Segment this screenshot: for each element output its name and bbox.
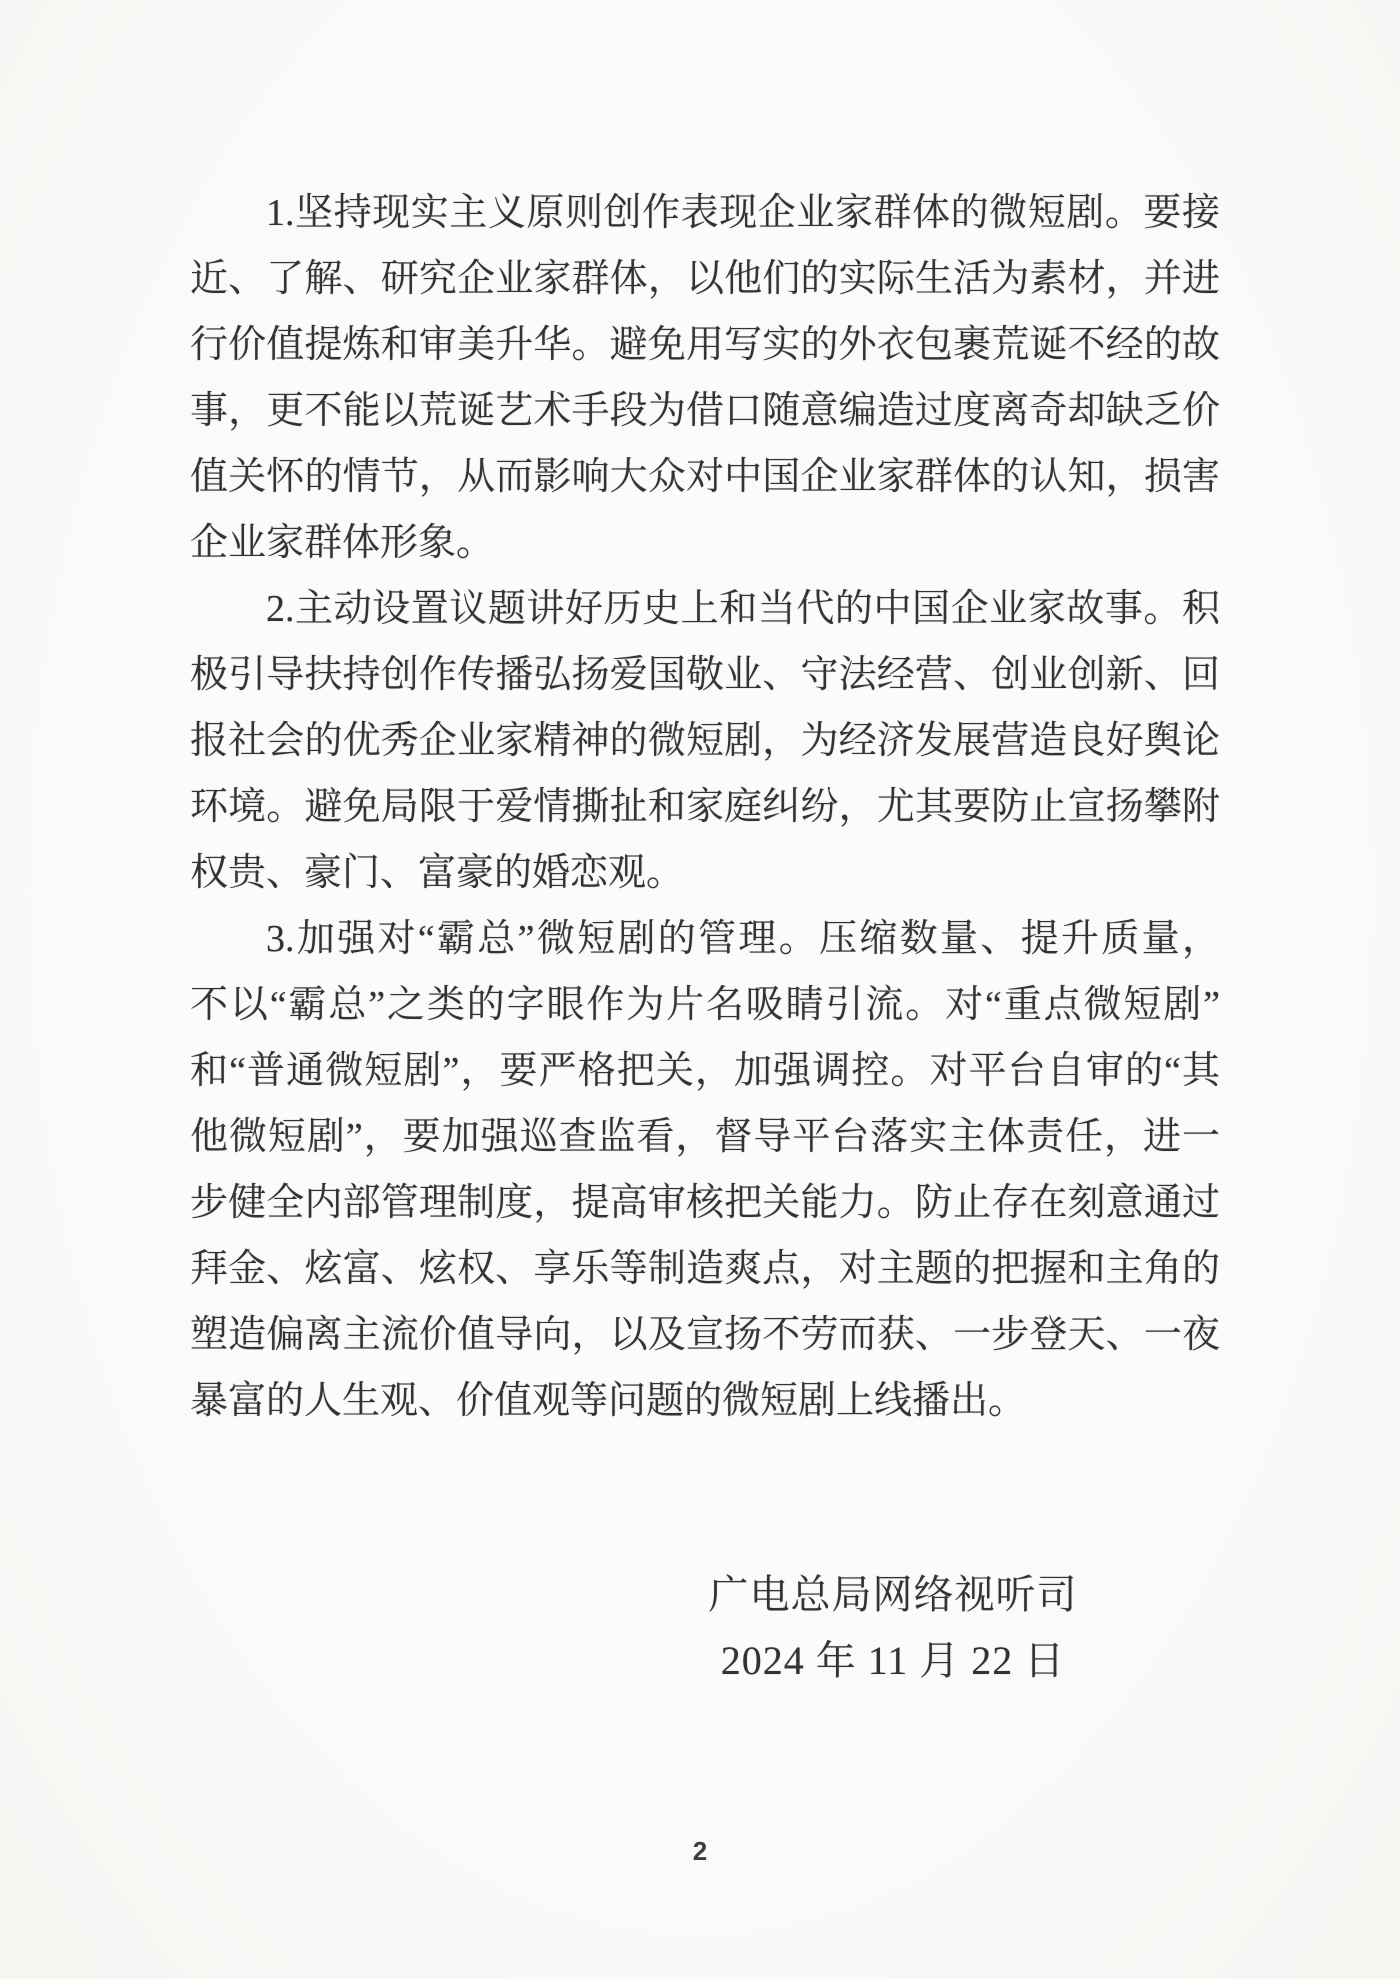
body-line: 不以“霸总”之类的字眼作为片名吸睛引流。对“重点微短剧”: [190, 984, 1220, 1026]
body-line: 事，更不能以荒诞艺术手段为借口随意编造过度离奇却缺乏价: [190, 390, 1220, 432]
body-line: 拜金、炫富、炫权、享乐等制造爽点，对主题的把握和主角的: [190, 1248, 1220, 1290]
body-line: 值关怀的情节，从而影响大众对中国企业家群体的认知，损害: [190, 456, 1220, 498]
body-line: 权贵、豪门、富豪的婚恋观。: [190, 852, 685, 894]
page-number: 2: [692, 1836, 708, 1866]
body-line: 和“普通微短剧”，要严格把关，加强调控。对平台自审的“其: [190, 1050, 1220, 1092]
body-line: 报社会的优秀企业家精神的微短剧，为经济发展营造良好舆论: [190, 720, 1220, 762]
body-line: 行价值提炼和审美升华。避免用写实的外衣包裹荒诞不经的故: [190, 324, 1220, 366]
body-line: 步健全内部管理制度，提高审核把关能力。防止存在刻意通过: [190, 1182, 1220, 1224]
paragraph-2: [190, 576, 1220, 906]
body-line: 暴富的人生观、价值观等问题的微短剧上线播出。: [190, 1380, 1027, 1422]
body-line: 2.主动设置议题讲好历史上和当代的中国企业家故事。积: [266, 588, 1220, 630]
body-line: 1.坚持现实主义原则创作表现企业家群体的微短剧。要接: [266, 192, 1220, 234]
body-line: 企业家群体形象。: [190, 522, 495, 564]
body-line: 他微短剧”，要加强巡查监看，督导平台落实主体责任，进一: [190, 1116, 1220, 1158]
body-line: 塑造偏离主流价值导向，以及宣扬不劳而获、一步登天、一夜: [190, 1314, 1220, 1356]
signature-date: 2024 年 11 月 22 日: [720, 1638, 1066, 1683]
body-line: 极引导扶持创作传播弘扬爱国敬业、守法经营、创业创新、回: [190, 654, 1220, 696]
body-line: 近、了解、研究企业家群体，以他们的实际生活为素材，并进: [190, 258, 1220, 300]
signature-block: [698, 1562, 1088, 1694]
signature-organization: 广电总局网络视听司: [708, 1572, 1078, 1617]
body-line: 环境。避免局限于爱情撕扯和家庭纠纷，尤其要防止宣扬攀附: [190, 786, 1220, 828]
paragraph-3: [190, 906, 1220, 1434]
paragraph-1: [190, 180, 1220, 576]
document-body: [190, 180, 1220, 1434]
body-line: 3.加强对“霸总”微短剧的管理。压缩数量、提升质量，: [266, 918, 1220, 960]
